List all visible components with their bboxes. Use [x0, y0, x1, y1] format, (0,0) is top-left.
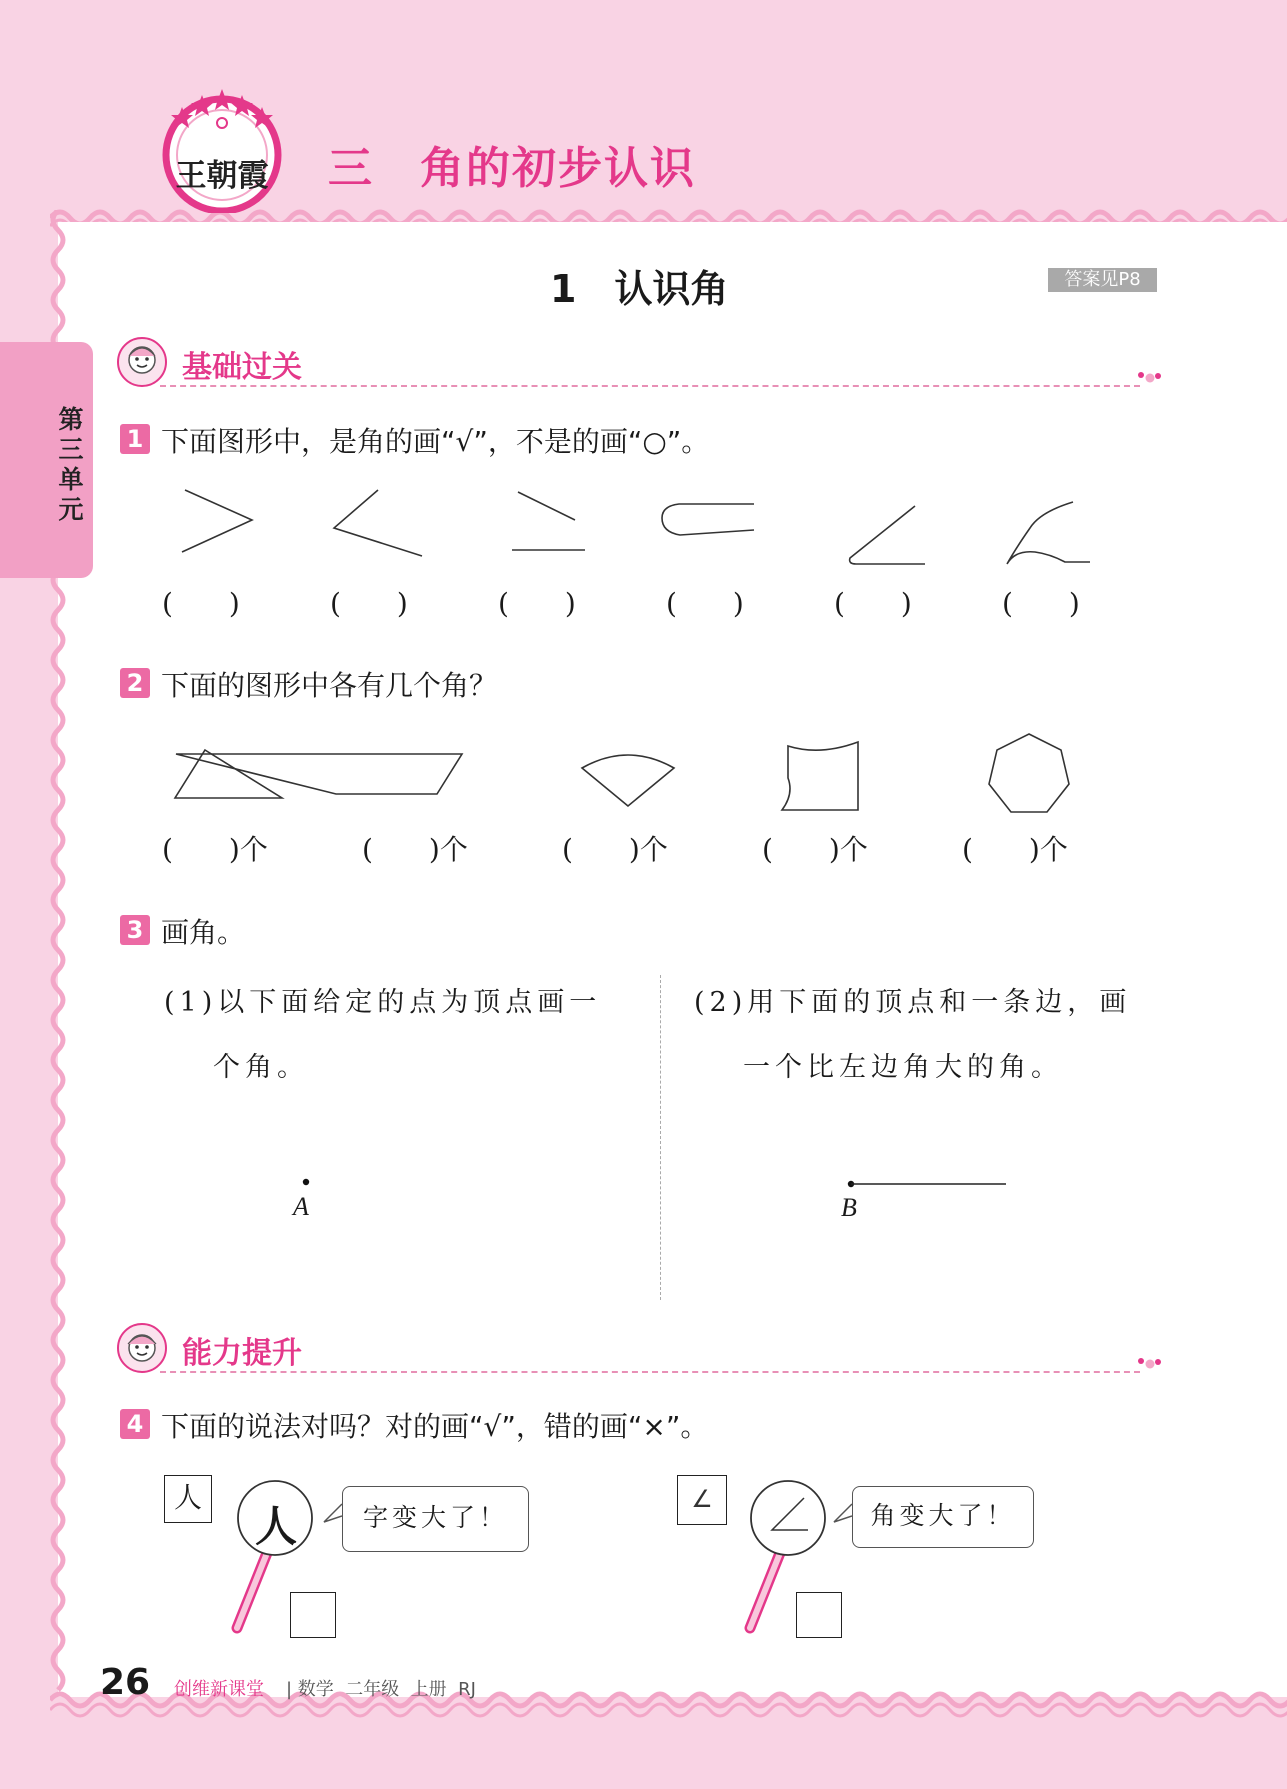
section-title-advanced: 能力提升	[182, 1336, 302, 1371]
q3-point-a-dot[interactable]	[290, 1170, 330, 1190]
q1-answer-blank-4[interactable]: ( )	[666, 587, 744, 620]
q1-answer-blank-2[interactable]: ( )	[330, 587, 408, 620]
speech-bubble-tail	[322, 1500, 342, 1530]
question-3-text: 画角。	[161, 916, 246, 949]
decor-dots-icon	[1136, 1356, 1162, 1370]
q4-answer-box-2[interactable]	[796, 1592, 842, 1638]
q2-sector	[582, 755, 674, 806]
q1-figure-3	[512, 492, 585, 550]
q3-point-a-label: A	[293, 1192, 309, 1221]
question-number-4: 4	[120, 1409, 150, 1439]
q1-answer-blank-6[interactable]: ( )	[1002, 587, 1080, 620]
q3-point-b-label: B	[841, 1193, 857, 1222]
side-tab-label: 第三单元	[58, 405, 84, 524]
q4-small-angle-box: ∠	[677, 1475, 727, 1525]
lesson-title: 1 认识角	[550, 267, 729, 311]
q1-figures	[160, 480, 1120, 570]
q4-answer-box-1[interactable]	[290, 1592, 336, 1638]
student-avatar-icon	[116, 336, 168, 388]
q2-answer-blank-2[interactable]: ( )个	[362, 833, 468, 866]
q2-heptagon	[989, 734, 1069, 812]
section-title-basic: 基础过关	[182, 350, 302, 385]
q1-answer-blank-3[interactable]: ( )	[498, 587, 576, 620]
footer-brand: 创维新课堂	[174, 1679, 264, 1700]
q1-figure-5	[850, 506, 925, 564]
decor-dots-icon	[1136, 370, 1162, 384]
student-avatar-icon	[116, 1322, 168, 1374]
question-number-1: 1	[120, 424, 150, 454]
q1-figure-6	[1007, 502, 1090, 564]
unit-title: 三 角的初步认识	[328, 143, 696, 194]
q3-column-divider	[660, 975, 661, 1300]
q3-part1-line2: 个角。	[213, 1052, 309, 1083]
q2-answer-blank-4[interactable]: ( )个	[762, 833, 868, 866]
q1-figure-1	[182, 490, 252, 552]
q2-figures	[160, 728, 1080, 828]
logo-text: 王朝霞	[175, 158, 269, 194]
question-number-3: 3	[120, 915, 150, 945]
section-divider	[160, 1371, 1140, 1373]
question-number-2: 2	[120, 668, 150, 698]
q1-figure-4	[662, 504, 754, 535]
q4-right-speech-bubble: 角变大了！	[852, 1486, 1034, 1548]
question-2-text: 下面的图形中各有几个角？	[161, 669, 498, 702]
q1-figure-2	[334, 490, 422, 556]
q1-answer-blank-1[interactable]: ( )	[162, 587, 240, 620]
question-1-text: 下面图形中，是角的画“√”，不是的画“○”。	[161, 425, 710, 458]
answer-reference-badge: 答案见P8	[1048, 268, 1157, 292]
q4-left-speech-bubble: 字变大了！	[342, 1486, 529, 1552]
page-number: 26	[100, 1662, 151, 1703]
q2-curved-square	[782, 742, 858, 810]
q2-answer-blank-5[interactable]: ( )个	[962, 833, 1068, 866]
q4-small-char-box: 人	[164, 1475, 212, 1523]
q1-answer-blank-5[interactable]: ( )	[834, 587, 912, 620]
q2-parallelogram	[176, 754, 462, 794]
q3-part2-line2: 一个比左边角大的角。	[743, 1052, 1063, 1083]
q3-part1-line1: (1)以下面给定的点为顶点画一	[164, 987, 602, 1018]
question-4-text: 下面的说法对吗？对的画“√”，错的画“×”。	[161, 1410, 709, 1443]
q4-magnified-char: 人	[254, 1502, 297, 1551]
footer-book-info: | 数学 二年级 上册 RJ	[286, 1679, 476, 1700]
speech-bubble-tail	[832, 1500, 852, 1530]
q3-part2-line1: (2)用下面的顶点和一条边，画	[694, 987, 1132, 1018]
q3-ray-b[interactable]	[840, 1174, 1020, 1194]
section-divider	[160, 385, 1140, 387]
q2-answer-blank-3[interactable]: ( )个	[562, 833, 668, 866]
q2-answer-blank-1[interactable]: ( )个	[162, 833, 268, 866]
